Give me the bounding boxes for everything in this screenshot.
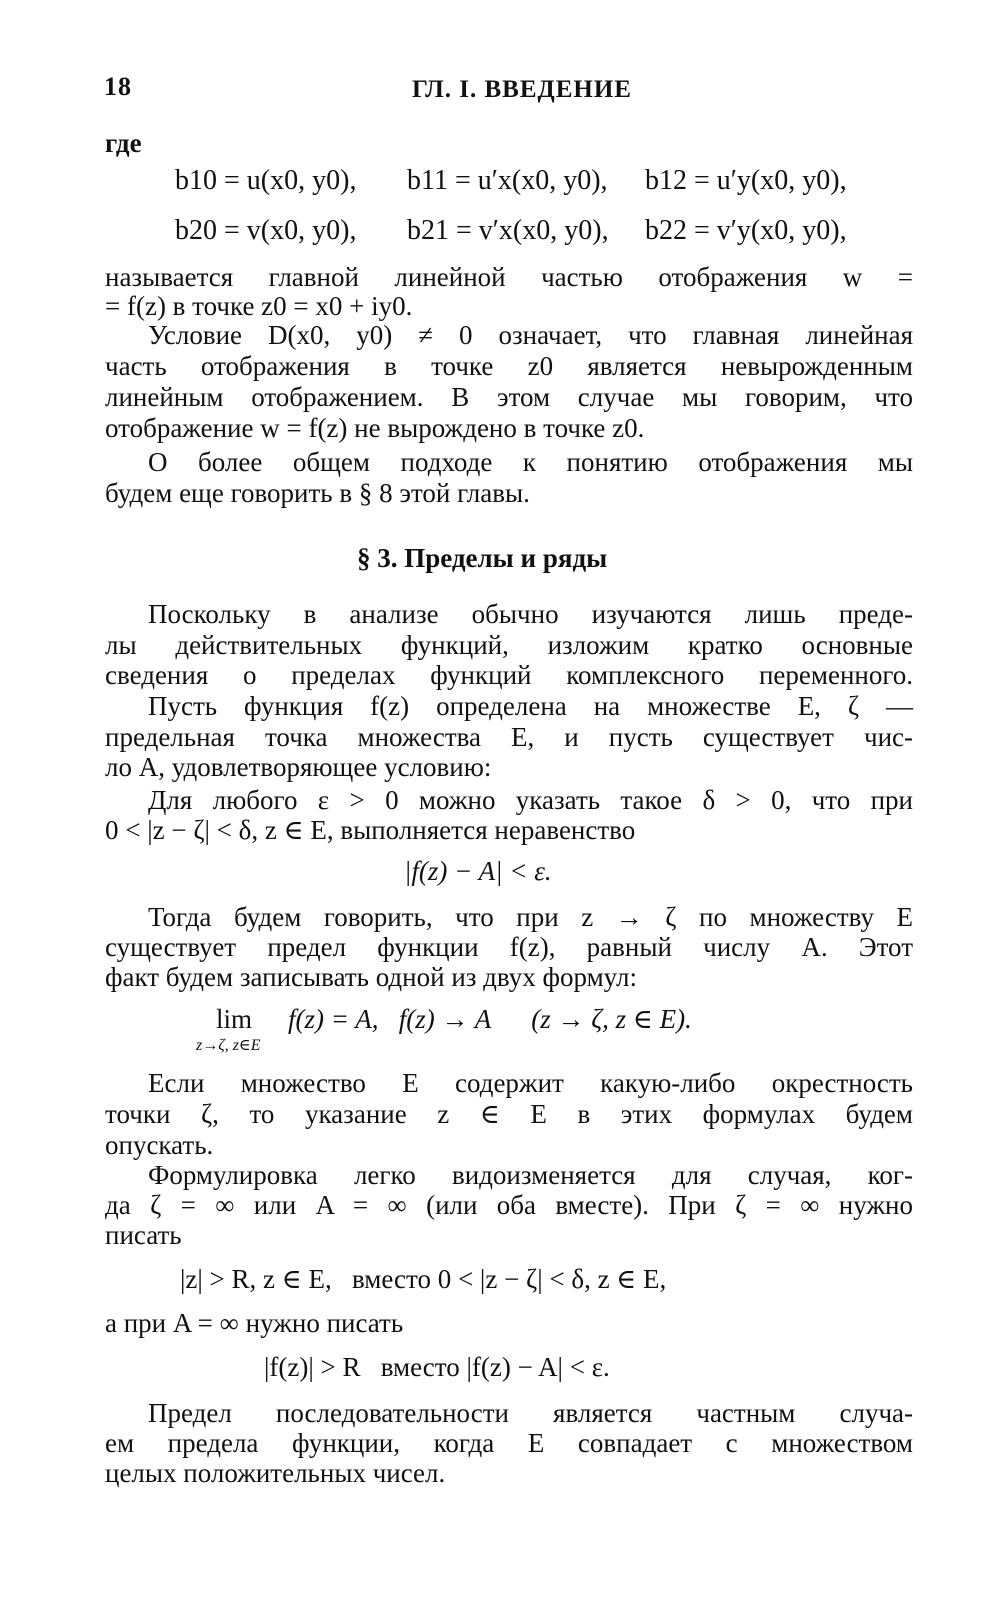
p2-line-2: часть отображения в точке z0 является невырожденным [105,351,913,381]
coeff-b22: b22 = v′y(x0, y0), [645,215,847,246]
s4-line-3: факт будем записывать одной из двух формул: [105,962,637,992]
where-word: где [105,128,142,158]
s2-line-1: Пусть функция f(z) определена на множестве E, ζ — [148,691,913,721]
s7-line-1: а при A = ∞ нужно писать [105,1308,404,1338]
s4-line-1: Тогда будем говорить, что при z → ζ по множеству E [148,902,913,932]
s1-line-2: лы действительных функций, изложим кратко основные [105,630,913,660]
s1-line-3: сведения о пределах функций комплексного переменного. [105,660,913,690]
p2-line-4: отображение w = f(z) не вырождено в точке z0. [105,413,645,443]
p3-line-2: будем еще говорить в § 8 этой главы. [105,478,530,508]
equation-lim-body: f(z) = A, f(z) → A (z → ζ, z ∈ E). [288,1004,692,1034]
coeff-b20: b20 = v(x0, y0), [175,215,357,246]
equation-abs: |f(z) − A| < ε. [404,856,552,886]
s5-line-1: Если множество E содержит какую-либо окрестность [148,1068,913,1098]
coeff-b21: b21 = v′x(x0, y0), [407,215,609,246]
s3-line-2: 0 < |z − ζ| < δ, z ∈ E, выполняется неравенство [105,815,636,845]
s6-line-3: писать [105,1220,182,1250]
equation-lim-subscript: z→ζ, z∈E [196,1037,261,1054]
s3-line-1: Для любого ε > 0 можно указать такое δ > 0, что при [148,785,913,815]
s8-line-2: ем предела функции, когда E совпадает с множеством [105,1428,913,1458]
s8-line-1: Предел последовательности является частным случа- [148,1398,913,1428]
s8-line-3: целых положительных чисел. [105,1458,446,1488]
s5-line-3: опускать. [105,1130,214,1160]
p2-line-3: линейным отображением. В этом случае мы говорим, что [105,382,913,412]
p2-line-1: Условие D(x0, y0) ≠ 0 означает, что главная линейная [148,320,913,350]
equation-infinity-2: |f(z)| > R вместо |f(z) − A| < ε. [264,1352,610,1382]
s2-line-3: ло A, удовлетворяющее условию: [105,752,492,782]
s5-line-2: точки ζ, то указание z ∈ E в этих формулах будем [105,1099,913,1129]
s4-line-2: существует предел функции f(z), равный числу A. Этот [105,932,913,962]
page-number: 18 [104,72,132,101]
equation-infinity-1: |z| > R, z ∈ E, вместо 0 < |z − ζ| < δ, z ∈ E, [180,1264,667,1294]
coeff-b11: b11 = u′x(x0, y0), [407,165,608,196]
coeff-b12: b12 = u′y(x0, y0), [645,165,847,196]
p1-line-2: = f(z) в точке z0 = x0 + iy0. [105,291,413,321]
coeff-b10: b10 = u(x0, y0), [175,165,357,196]
p1-line-1: называется главной линейной частью отображения w = [105,262,913,292]
p3-line-1: О более общем подходе к понятию отображения мы [148,447,913,477]
section-title: § 3. Пределы и ряды [357,543,608,573]
running-title: ГЛ. I. ВВЕДЕНИЕ [412,76,632,103]
s6-line-2: да ζ = ∞ или A = ∞ (или оба вместе). При ζ = ∞ нужно [105,1190,913,1220]
s6-line-1: Формулировка легко видоизменяется для случая, ког- [148,1160,913,1190]
s2-line-2: предельная точка множества E, и пусть существует чис- [105,722,913,752]
s1-line-1: Поскольку в анализе обычно изучаются лишь преде- [148,599,913,629]
equation-lim-word: lim [216,1004,253,1034]
